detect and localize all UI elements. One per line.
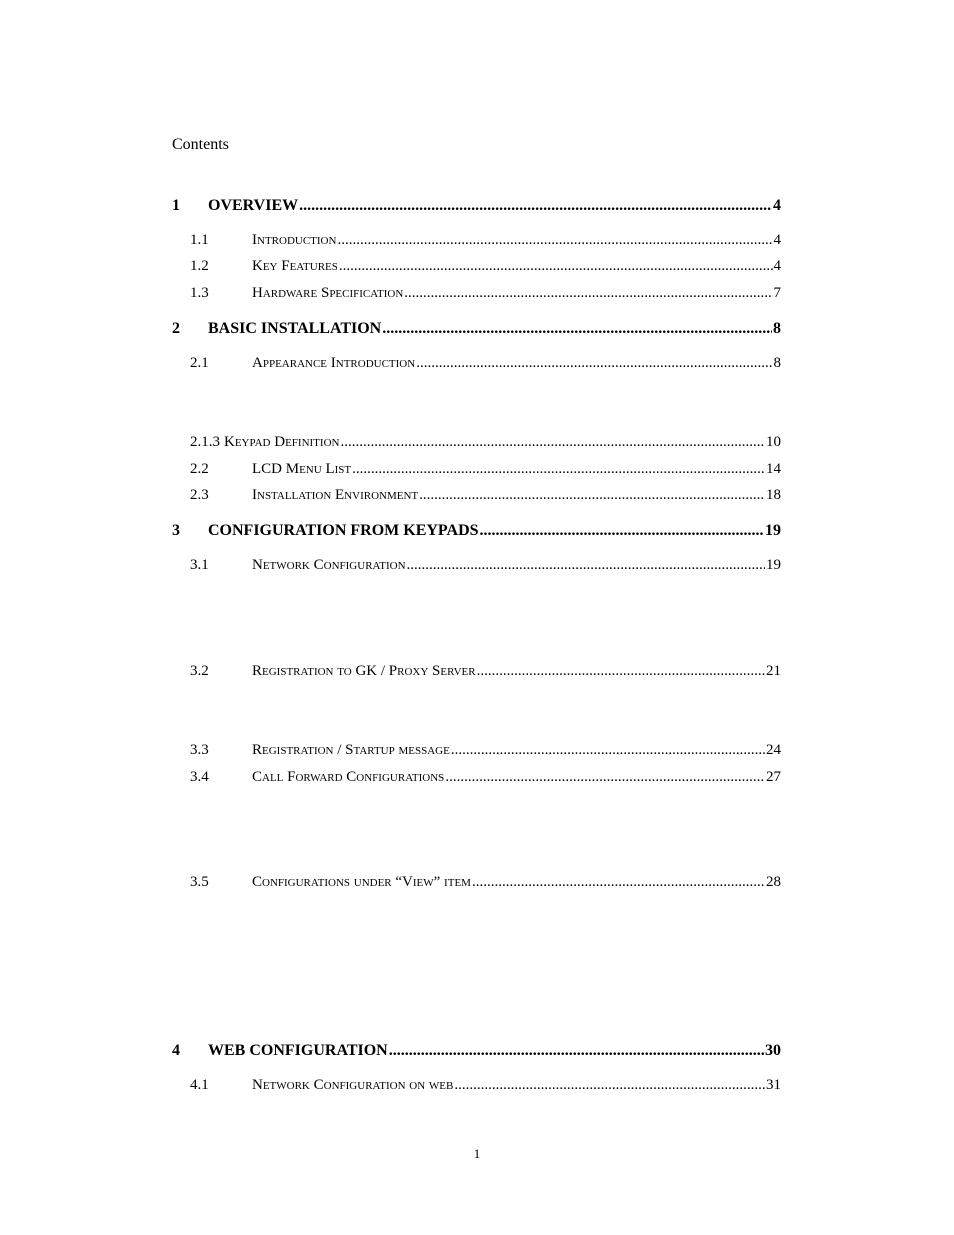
toc-title: Network Configuration <box>252 557 406 573</box>
toc-entry-2[interactable] <box>172 320 781 342</box>
toc-title: Installation Environment <box>252 487 419 503</box>
toc-entry-2-2[interactable] <box>172 461 781 483</box>
toc-number: 3.1 <box>190 557 209 573</box>
toc-title: CONFIGURATION FROM KEYPADS <box>208 522 479 539</box>
toc-title: Key Features <box>252 258 338 274</box>
toc-page: 8 <box>773 320 781 337</box>
toc-title: BASIC INSTALLATION <box>208 320 382 337</box>
toc-number: 2.1.3 <box>190 434 220 450</box>
toc-page: 31 <box>766 1077 781 1093</box>
toc-page: 24 <box>766 742 781 758</box>
toc-page: 19 <box>766 557 781 573</box>
toc-number: 1.1 <box>190 232 209 248</box>
toc-title: Appearance Introduction <box>252 355 416 371</box>
toc-title: LCD Menu List <box>252 461 352 477</box>
page-heading: Contents <box>172 136 229 153</box>
toc-entry-3-4[interactable] <box>172 769 781 791</box>
toc-number: 2.3 <box>190 487 209 503</box>
toc-title: Hardware Specification <box>252 285 404 301</box>
toc-number: 3.4 <box>190 769 209 785</box>
toc-entry-2-1-3[interactable] <box>172 434 781 456</box>
toc-leader <box>416 355 772 372</box>
toc-entry-2-1[interactable] <box>172 355 781 377</box>
toc-leader <box>419 487 765 504</box>
toc-entry-4-1[interactable] <box>172 1077 781 1099</box>
toc-page: 30 <box>765 1042 781 1059</box>
toc-leader <box>407 557 765 574</box>
toc-page: 21 <box>766 663 781 679</box>
toc-page: 8 <box>773 355 781 371</box>
toc-number: 4.1 <box>190 1077 209 1093</box>
toc-page: 4 <box>773 232 781 248</box>
toc-entry-1[interactable] <box>172 197 781 219</box>
toc-page: 18 <box>766 487 781 503</box>
toc-title: Keypad Definition <box>224 434 340 450</box>
toc-page: 14 <box>766 461 781 477</box>
toc-page: 28 <box>766 874 781 890</box>
toc-entry-3-1[interactable] <box>172 557 781 579</box>
toc-page: 10 <box>766 434 781 450</box>
toc-entry-3[interactable] <box>172 522 781 544</box>
toc-title: WEB CONFIGURATION <box>208 1042 388 1059</box>
toc-number: 3.3 <box>190 742 209 758</box>
toc-number: 3 <box>172 522 180 539</box>
toc-leader <box>445 769 765 786</box>
toc-leader <box>477 663 765 680</box>
toc-number: 2 <box>172 320 180 337</box>
toc-title: Introduction <box>252 232 337 248</box>
toc-title: OVERVIEW <box>208 197 299 214</box>
toc-entry-1-3[interactable] <box>172 285 781 307</box>
toc-number: 3.5 <box>190 874 209 890</box>
toc-entry-2-3[interactable] <box>172 487 781 509</box>
toc-leader <box>454 1077 765 1094</box>
toc-leader <box>472 874 765 891</box>
toc-page: 4 <box>773 258 781 274</box>
toc-number: 4 <box>172 1042 180 1059</box>
toc-leader <box>337 232 772 249</box>
toc-number: 1 <box>172 197 180 214</box>
toc-leader <box>389 1042 764 1060</box>
toc-entry-1-2[interactable] <box>172 258 781 280</box>
toc-leader <box>340 434 765 451</box>
toc-title: Registration to GK / Proxy Server <box>252 663 476 679</box>
toc-title: Configurations under “View” item <box>252 874 471 890</box>
toc-entry-1-1[interactable] <box>172 232 781 254</box>
toc-title: Network Configuration on web <box>252 1077 454 1093</box>
toc-entry-4[interactable] <box>172 1042 781 1064</box>
toc-leader <box>339 258 773 275</box>
footer-page-number: 1 <box>473 1146 481 1161</box>
toc-number: 2.1 <box>190 355 209 371</box>
toc-page: 4 <box>773 197 781 214</box>
toc-leader <box>480 522 764 540</box>
toc-entry-3-3[interactable] <box>172 742 781 764</box>
toc-title: Call Forward Configurations <box>252 769 445 785</box>
toc-number: 1.3 <box>190 285 209 301</box>
toc-number: 1.2 <box>190 258 209 274</box>
toc-leader <box>382 320 772 338</box>
toc-number: 3.2 <box>190 663 209 679</box>
toc-page: 7 <box>773 285 781 301</box>
toc-number: 2.2 <box>190 461 209 477</box>
toc-entry-3-5[interactable] <box>172 874 781 896</box>
toc-page: 27 <box>766 769 781 785</box>
toc-page: 19 <box>765 522 781 539</box>
toc-leader <box>404 285 772 302</box>
toc-leader <box>352 461 765 478</box>
toc-entry-3-2[interactable] <box>172 663 781 685</box>
toc-leader <box>451 742 765 759</box>
toc-leader <box>299 197 772 215</box>
toc-title: Registration / Startup message <box>252 742 450 758</box>
